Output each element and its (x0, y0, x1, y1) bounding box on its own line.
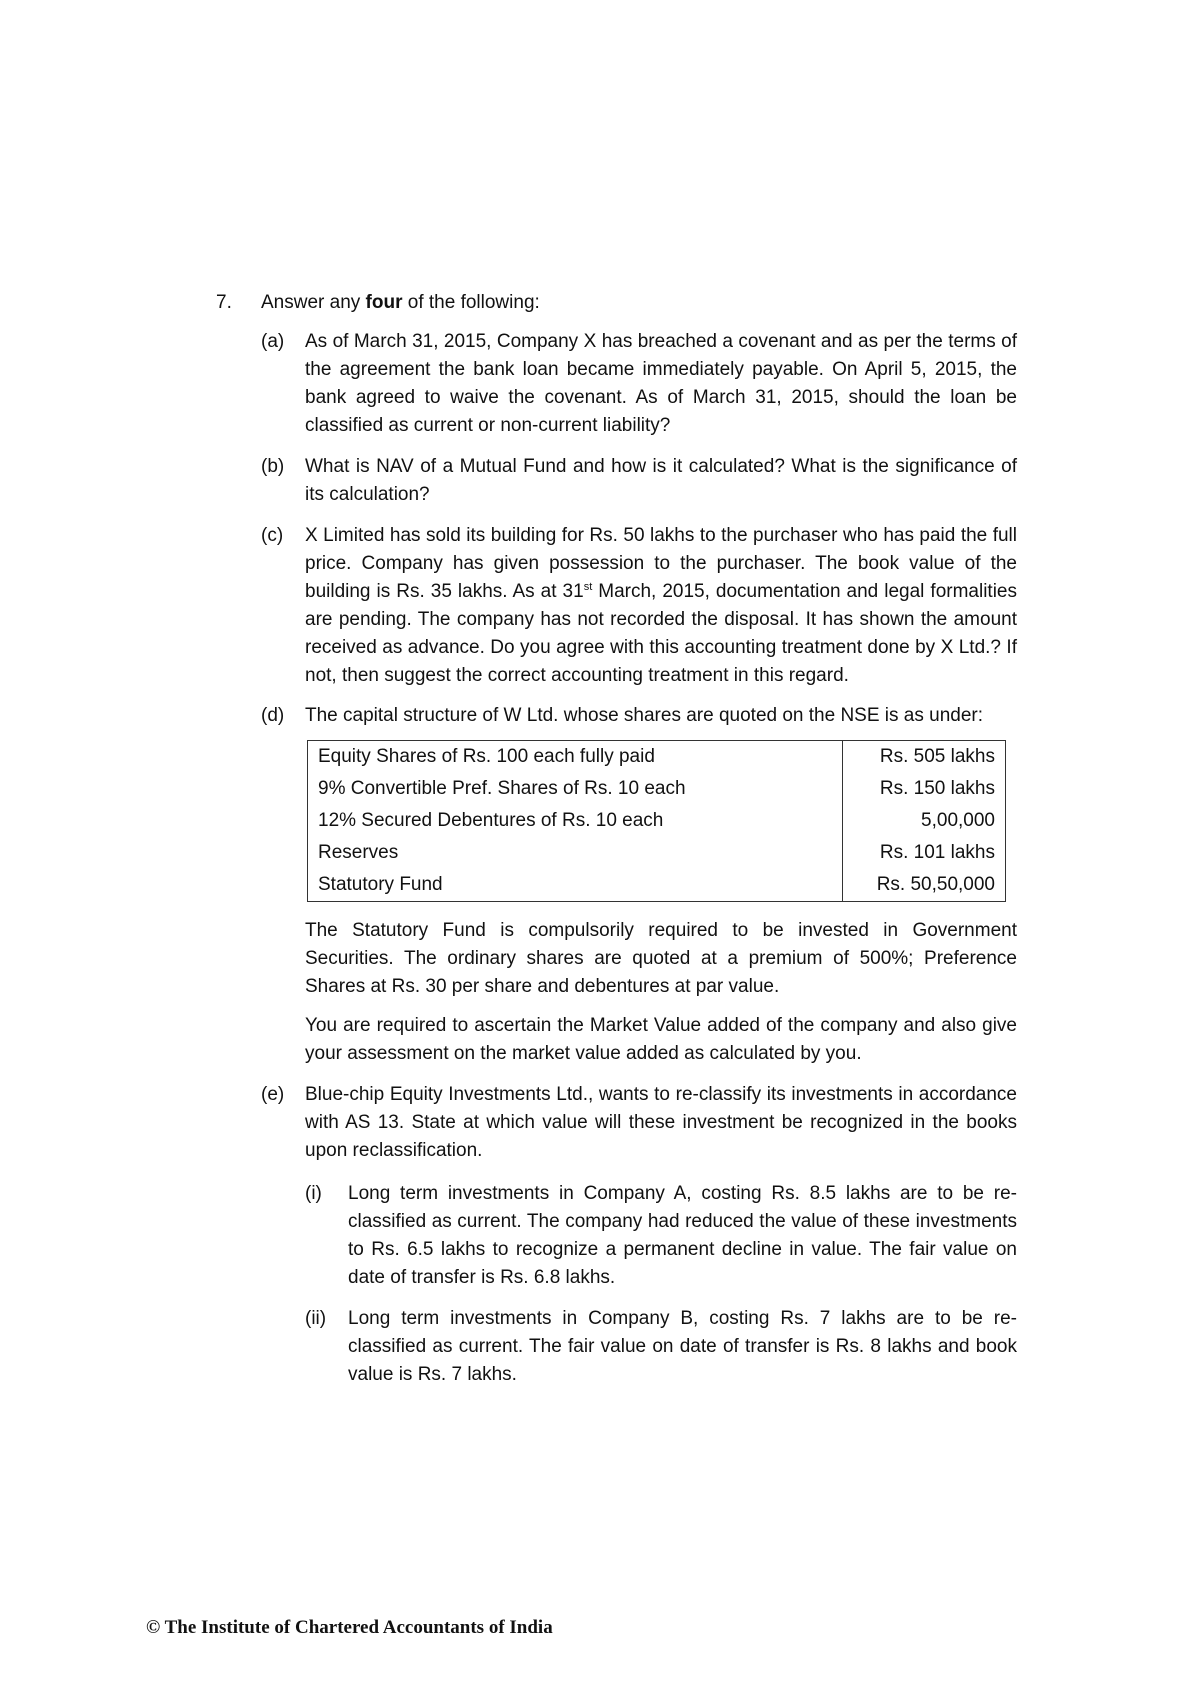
table-row (308, 869, 1006, 902)
item-c (261, 522, 1017, 690)
table-cell-amount: Rs. 505 lakhs (843, 741, 1006, 774)
item-label: (b) (261, 456, 285, 477)
table-cell-amount: Rs. 150 lakhs (843, 773, 1006, 805)
item-d-para1 (261, 917, 1017, 1001)
sub-label: (i) (305, 1183, 322, 1204)
superscript: st (583, 581, 593, 593)
question-intro (261, 289, 540, 317)
capital-structure-table (307, 740, 1006, 902)
footer-copyright: © The Institute of Chartered Accountants of India (146, 1617, 553, 1638)
item-d-para2 (261, 1012, 1017, 1068)
text-part: X Limited has sold its building for Rs. 50 lakhs to the purchaser who has paid the full price. Company has given possession to the purchaser. The book value of the building is Rs. 35 lakhs. As at 31 (305, 525, 1017, 602)
question-number: 7. (216, 292, 232, 313)
item-text: The capital structure of W Ltd. whose shares are quoted on the NSE is as under: (305, 705, 984, 726)
item-label: (c) (261, 525, 284, 546)
item-text (305, 522, 1017, 690)
table-row (308, 805, 1006, 837)
item-text: Blue-chip Equity Investments Ltd., wants to re-classify its investments in accordance with AS 13. State at which value will these investment be recognized in the books upon reclassification. (305, 1084, 1017, 1161)
table-cell-item: Equity Shares of Rs. 100 each fully paid (308, 741, 843, 774)
item-label: (d) (261, 705, 285, 726)
sub-label: (ii) (305, 1308, 327, 1329)
item-text: What is NAV of a Mutual Fund and how is it calculated? What is the significance of its calculation? (305, 456, 1017, 505)
table-cell-item: Reserves (308, 837, 843, 869)
item-e-sub-i (305, 1180, 1017, 1292)
table-row (308, 837, 1006, 869)
item-label: (a) (261, 331, 285, 352)
item-text: As of March 31, 2015, Company X has breached a covenant and as per the terms of the agreement the bank loan became immediately payable. On April 5, 2015, the bank agreed to waive the covenant. As of March 31, 2015, should the loan be classified as current or non-current liability? (305, 331, 1017, 436)
table-cell-amount: 5,00,000 (843, 805, 1006, 837)
table-cell-item: 9% Convertible Pref. Shares of Rs. 10 each (308, 773, 843, 805)
item-text: The Statutory Fund is compulsorily required to be invested in Government Securities. The ordinary shares are quoted at a premium of 500%; Preference Shares at Rs. 30 per share and debentures at par value. (305, 920, 1017, 997)
item-a (261, 328, 1017, 440)
table-row (308, 741, 1006, 774)
intro-bold: four (365, 292, 403, 313)
sub-text: Long term investments in Company B, costing Rs. 7 lakhs are to be re-classified as current. The fair value on date of transfer is Rs. 8 lakhs and book value is Rs. 7 lakhs. (348, 1308, 1017, 1385)
text-part: March, 2015, documentation and legal formalities are pending. The company has not recorded the disposal. It has shown the amount received as advance. Do you agree with this accounting treatment done by X Ltd.? If not, then suggest the correct accounting treatment in this regard. (305, 581, 1017, 686)
item-label: (e) (261, 1084, 285, 1105)
table-cell-item: Statutory Fund (308, 869, 843, 902)
item-e-sub-ii (305, 1305, 1017, 1389)
item-e (261, 1081, 1017, 1165)
table-row (308, 773, 1006, 805)
table-cell-amount: Rs. 50,50,000 (843, 869, 1006, 902)
item-d (261, 702, 1017, 730)
item-b (261, 453, 1017, 509)
intro-prefix: Answer any (261, 292, 366, 313)
sub-text: Long term investments in Company A, costing Rs. 8.5 lakhs are to be re-classified as current. The company had reduced the value of these investments to Rs. 6.5 lakhs to recognize a permanent decline in value. The fair value on date of transfer is Rs. 6.8 lakhs. (348, 1183, 1017, 1288)
table-cell-amount: Rs. 101 lakhs (843, 837, 1006, 869)
table-cell-item: 12% Secured Debentures of Rs. 10 each (308, 805, 843, 837)
item-text: You are required to ascertain the Market Value added of the company and also give your assessment on the market value added as calculated by you. (305, 1015, 1017, 1064)
intro-suffix: of the following: (402, 292, 540, 313)
